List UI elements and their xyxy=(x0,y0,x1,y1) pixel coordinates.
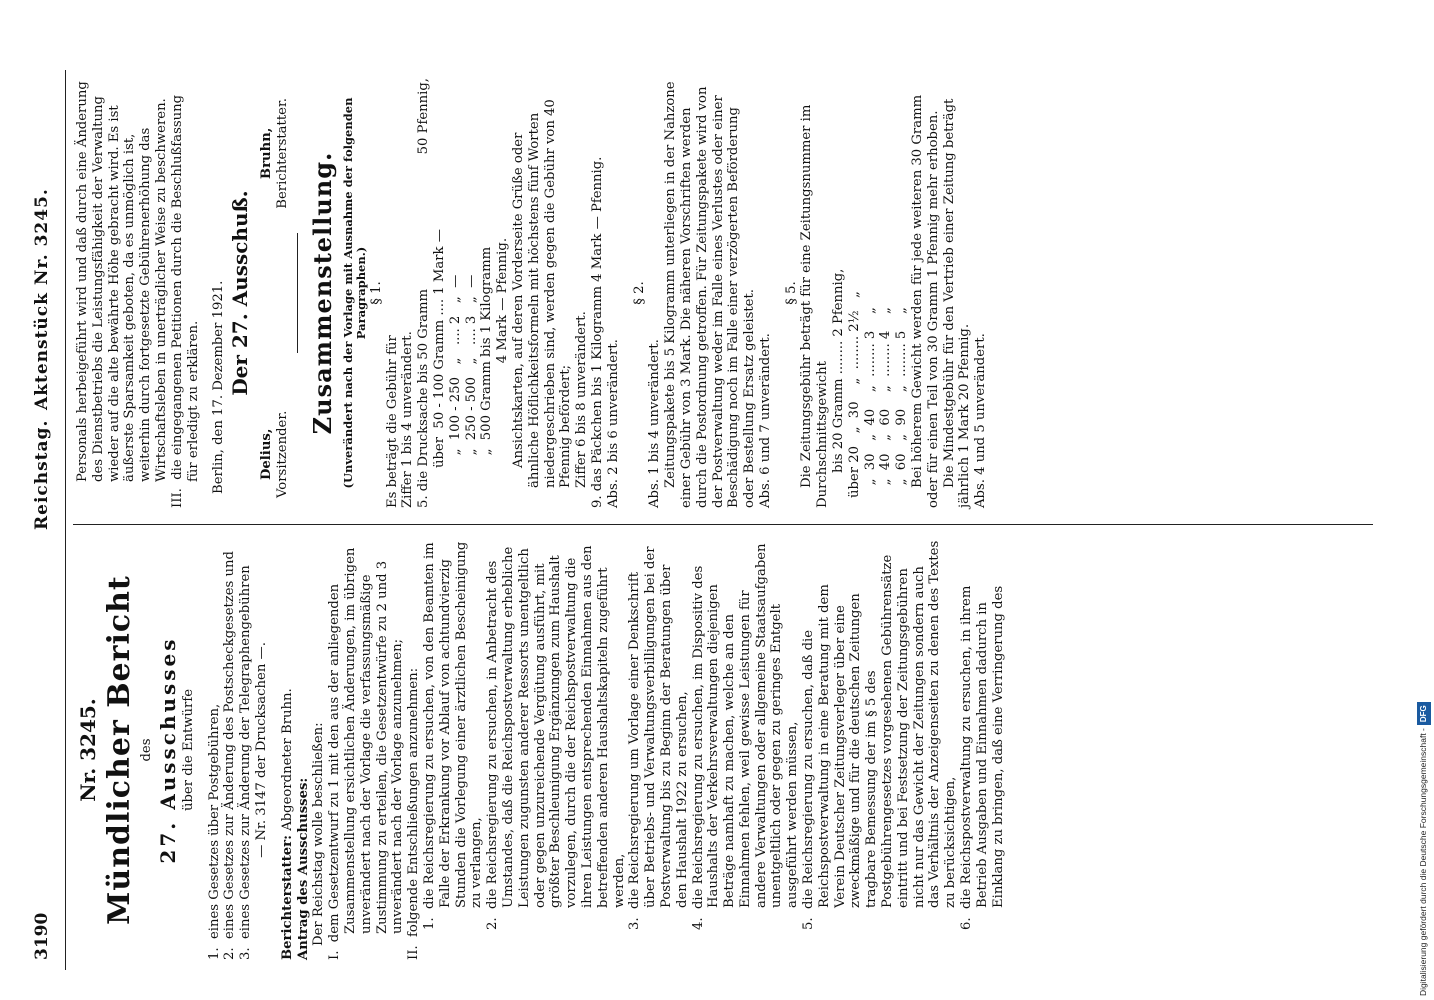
abs-2-6: Abs. 2 bis 6 unverändert. xyxy=(605,339,621,508)
section-1-line: Ziffer 1 bis 4 unverändert. xyxy=(400,331,416,508)
ueber-line: über die Entwürfe xyxy=(180,688,196,812)
left-column xyxy=(75,540,1006,960)
committee-signature: Der 27. Ausschuß. xyxy=(228,190,253,396)
signature-reporter: Bruhn, Berichterstatter. xyxy=(259,98,290,209)
dfg-logo: DFG xyxy=(1417,702,1431,725)
page-number: 3190 xyxy=(32,912,52,960)
rate-row: bis 20 Gramm ........ 2 Pfennig, xyxy=(831,268,847,498)
point-III: III. die eingegangenen Petitionen durch die Beschlußfassung für erledigt zu erklären. xyxy=(169,94,201,508)
right-column xyxy=(75,78,989,508)
resolution-item: 6. die Reichspostverwaltung zu ersuchen, in ihrem Betrieb Ausgaben und Einnahmen dadurch in Einklang zu bringen, daß eine Verringerung des xyxy=(959,585,1006,930)
point-I: I. dem Gesetzentwurf zu 1 mit den aus der anliegenden Zusammenstellung ersichtlichen Änderungen, im übrigen unverändert nach der Vorlage die verfassungsmäßige Zustimmung zu erteilen, die Gesetzentwürfe zu 2 und 3 unverändert nach der Vorlage anzunehmen; xyxy=(327,547,406,960)
drucksache-rates xyxy=(432,78,511,468)
zusammenstellung-title: Zusammenstellung. xyxy=(307,151,337,435)
item-9: 9. das Päckchen bis 1 Kilogramm 4 Mark — Pfennig. xyxy=(589,156,605,508)
separator-rule xyxy=(297,233,298,353)
resolution-item: 1. die Reichsregierung zu ersuchen, von den Beamten im Falle der Erkrankung vor Ablauf von achtundvierzig Stunden die Vorlegung einer ärztlichen Bescheinigung zu verlangen, xyxy=(421,541,485,930)
credit-text: Digitalisierung gefördert durch die Deutsche Forschungsgemeinschaft - xyxy=(1418,728,1428,996)
antrag-heading: Antrag des Ausschusses: xyxy=(295,777,311,960)
reichstag-wolle: Der Reichstag wolle beschließen: xyxy=(311,722,327,946)
resolution-item: 4. die Reichsregierung zu ersuchen, im Dispositiv des Haushalts der Verkehrsverwaltungen diejenigen Beträge namhaft zu machen, welche an den Einnahmen fehlen, weil gewisse Leistungen für andere Verwaltungen oder allgemeine Staatsaufgaben unentgeltlich oder gegen zu geringes Entgelt ausgeführt werden müssen, xyxy=(690,543,801,930)
continuation-text: Personals herbeigeführt wird und daß durch eine Änderung des Dienstbetriebs die Leistungsfähigkeit der Verwaltung wieder auf die alte bewährte Höhe gebracht wird. Es ist äußerste Sparsamkeit geboten, da es unmöglich ist, weiterhin durch fortgesetzte Gebührenerhöhung das Wirtschaftsleben in unerträglicher Weise zu beschweren. xyxy=(75,81,169,482)
berichterstatter-line: Berichterstatter: Abgeordneter Bruhn. xyxy=(279,688,295,960)
signature-chair: Delius, Vorsitzender. xyxy=(259,410,290,498)
draft-item: 3. eines Gesetzes zur Änderung der Telegraphengebühren xyxy=(238,565,254,960)
zusammenstellung-subtitle: (Unverändert nach der Vorlage mit Ausnahme der folgenden Paragraphen.) xyxy=(340,97,369,489)
signatures xyxy=(259,98,291,498)
draft-item: 1. eines Gesetzes über Postgebühren, xyxy=(206,703,222,960)
rate-row: 4 Mark — Pfennig. xyxy=(495,237,511,468)
section-1-heading: § 1. xyxy=(368,281,384,305)
section-1-item5: 5. die Drucksache bis 50 Gramm 50 Pfennig, xyxy=(416,78,432,508)
zeitungsgebuehr-text: Die Zeitungsgebühr beträgt für eine Zeitungsnummer im Durchschnittsgewicht xyxy=(799,104,831,508)
rate-row: „ 100 - 250 „ .... 2 „ — xyxy=(447,274,463,468)
resolution-item: 3. die Reichsregierung um Vorlage einer Denkschrift über Betriebs- und Verwaltungsverbilligungen bei der Postverwaltung bis zu Beginn der Beratungen über den Haushalt 1922 zu ersuchen, xyxy=(627,546,690,930)
committee-title: 27. Ausschusses xyxy=(155,636,180,864)
abs-4-5: Abs. 4 und 5 unverändert. xyxy=(973,333,989,508)
section-2-heading: § 2. xyxy=(631,281,647,305)
zeitung-rates xyxy=(831,78,910,498)
zeitungspakete-text: Zeitungspakete bis 5 Kilogramm unterliegen in der Nahzone einer Gebühr von 3 Mark. Die näheren Vorschriften werden durch die Postordnung getroffen. Für Zeitungspakete wird von der Postverwaltung weder im Falle eines Verlustes oder einer Beschädigung noch im Falle einer verzögerten Beförderung oder Bestellung Ersatz geleistet. xyxy=(663,81,758,508)
rate-row: „ 250 - 500 „ .... 3 „ — xyxy=(463,274,479,468)
drucksachen-ref: — Nr. 3147 der Drucksachen —. xyxy=(253,642,269,858)
resolution-item: 5. die Reichsregierung zu ersuchen, daß die Reichspostverwaltung in eine Beratung mit dem Verein Deutscher Zeitungsverleger über eine zweckmäßige und für die deutschen Zeitungen tragbare Bemessung der im § 5 des Postgebührengesetzes vorgesehenen Gebührensätze eintritt und bei Festsetzung der Zeitungsgebühren nicht nur das Gewicht der Zeitungen sondern auch das Verhältnis der Anzeigenseiten zu denen des Textes zu berücksichtigen, xyxy=(801,540,959,930)
document-reference: Aktenstück Nr. 3245. xyxy=(32,188,52,410)
point-II: II. folgende Entschließungen anzunehmen: xyxy=(406,667,422,960)
rate-row: „ 500 Gramm bis 1 Kilogramm xyxy=(479,246,495,468)
rate-row: „ 40 „ 60 „ ........ 4 „ xyxy=(878,307,894,498)
abs-1-4: Abs. 1 bis 4 unverändert. xyxy=(647,339,663,508)
rotated-page xyxy=(25,70,1425,970)
section-1-line: Es beträgt die Gebühr für xyxy=(384,335,400,508)
abs-6-7: Abs. 6 und 7 unverändert. xyxy=(757,333,773,508)
header-rule xyxy=(65,70,66,970)
rate-row: über 20 „ 30 „ ........ 2½ „ xyxy=(846,291,862,498)
section-5-heading: § 5. xyxy=(783,281,799,305)
page-header xyxy=(32,70,61,970)
resolution-item: 2. die Reichsregierung zu ersuchen, in Anbetracht des Umstandes, daß die Reichspostverwaltung erhebliche Leistungen zugunsten anderer Ressorts unentgeltlich oder gegen unzureichende Vergütung ausführt, mit größter Beschleunigung Ergänzungen zum Haushalt vorzulegen, durch die der Reichspostverwaltung die ihren Leistungen entsprechenden Einnahmen aus den betreffenden anderen Haushaltskapiteln zugeführt werden, xyxy=(485,545,627,930)
higher-weight-text: Bei höherem Gewicht werden für jede weiteren 30 Gramm oder für einen Teil von 30 Gramm 1 Pfennig mehr erhoben. xyxy=(910,94,941,508)
minimum-fee-text: Die Mindestgebühr für den Vertrieb einer Zeitung beträgt jährlich 1 Mark 20 Pfennig. xyxy=(941,98,973,508)
report-title: Mündlicher Bericht xyxy=(102,575,137,925)
doc-number: Nr. 3245. xyxy=(76,698,100,802)
ziffer-6-8: Ziffer 6 bis 8 unverändert. xyxy=(574,311,590,488)
rate-row: über 50 - 100 Gramm .... 1 Mark — xyxy=(431,229,447,468)
des-word: des xyxy=(139,738,154,762)
digitization-credit xyxy=(1416,6,1430,996)
ansichtskarten-text: Ansichtskarten, auf deren Vorderseite Grüße oder ähnliche Höflichkeitsformeln mit höchstens fünf Worten niedergeschrieben sind, werden gegen die Gebühr von 40 Pfennig befördert; xyxy=(510,99,574,488)
header-center: Reichstag. xyxy=(32,419,52,530)
rate-row: „ 60 „ 90 „ ........ 5 „ xyxy=(894,307,910,498)
column-divider xyxy=(73,524,1373,525)
draft-item: 2. eines Gesetzes zur Änderung des Postscheckgesetzes und xyxy=(222,551,238,960)
place-date: Berlin, den 17. Dezember 1921. xyxy=(211,280,227,494)
rate-row: „ 30 „ 40 „ ........ 3 „ xyxy=(862,307,878,498)
